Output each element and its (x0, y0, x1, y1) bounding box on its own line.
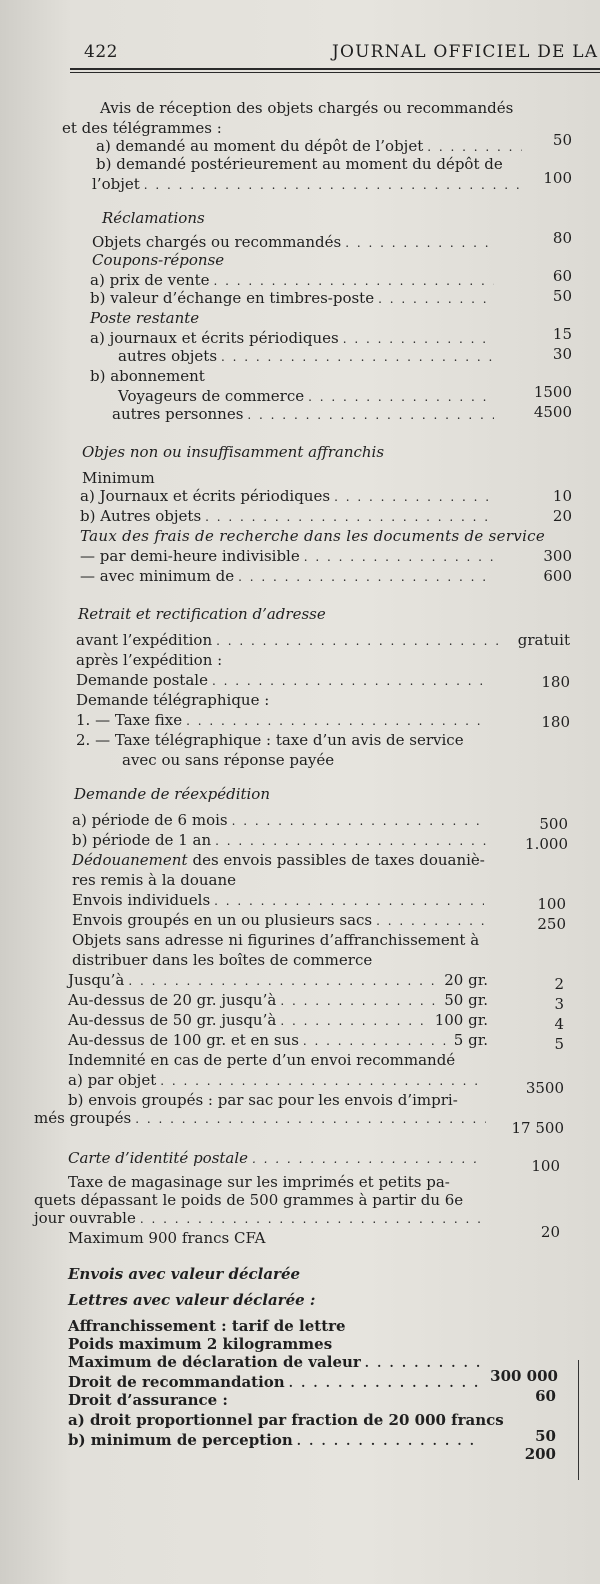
text-line: distribuer dans les boîtes de commerce (72, 951, 373, 969)
tariff-value: 50 (552, 131, 572, 149)
tariff-line: a) Journaux et écrits périodiques . . . (80, 488, 498, 506)
tariff-line: a) prix de vente . . . (90, 272, 498, 290)
tariff-value: 200 (524, 1445, 556, 1463)
tariff-value: gratuit (517, 631, 570, 649)
tariff-value: 100 (531, 1157, 560, 1175)
tariff-value: 2 (554, 975, 564, 993)
tariff-value: 500 (539, 815, 568, 833)
tariff-value: 5 (554, 1035, 564, 1053)
tariff-value: 300 (543, 547, 572, 565)
tariff-value: 50 (552, 287, 572, 305)
tariff-line: b) Autres objets . . . (80, 508, 498, 526)
header-rule (70, 72, 600, 73)
tariff-line: Au-dessus de 20 gr. jusqu’à . . . 50 gr. (68, 992, 488, 1010)
tariff-value: 20 (552, 507, 572, 525)
tariff-line: Carte d’identité postale . . . (68, 1150, 488, 1168)
tariff-line: a) par objet . . . (68, 1072, 486, 1090)
tariff-value: 4 (554, 1015, 564, 1033)
text-line: Dédouanement des envois passibles de taxes douaniè- (72, 851, 485, 869)
text-line: quets dépassant le poids de 500 grammes à partir du 6e (34, 1191, 464, 1209)
subsection-heading: Taux des frais de recherche dans les documents de service (80, 527, 546, 545)
section-heading: Envois avec valeur déclarée (68, 1265, 301, 1283)
text-line: Droit d’assurance : (68, 1391, 228, 1409)
tariff-line: l’objet . . . (92, 176, 526, 194)
tariff-line: b) valeur d’échange en timbres-poste . . . (90, 290, 498, 308)
tariff-line: jour ouvrable . . . (34, 1210, 488, 1228)
tariff-value: 10 (552, 487, 572, 505)
tariff-line: més groupés . . . (34, 1110, 490, 1128)
tariff-line: — par demi-heure indivisible . . . (80, 548, 498, 566)
tariff-line: Au-dessus de 100 gr. et en sus . . . 5 gr. (68, 1032, 488, 1050)
text-line: 2. — Taxe télégraphique : taxe d’un avis de service (76, 731, 464, 749)
text-line: Minimum (82, 469, 155, 487)
tariff-value: 4500 (533, 403, 572, 421)
text-line: Demande télégraphique : (76, 691, 270, 709)
tariff-line: autres personnes . . . (112, 406, 498, 424)
text-line: avec ou sans réponse payée (122, 751, 335, 769)
tariff-value: 3500 (525, 1079, 564, 1097)
tariff-line: b) minimum de perception . . . (68, 1432, 480, 1450)
text-line: b) envois groupés : par sac pour les envois d’impri- (68, 1091, 458, 1109)
tariff-line: — avec minimum de . . . (80, 568, 498, 586)
section-heading: Demande de réexpédition (74, 785, 271, 803)
tariff-value: 60 (535, 1387, 556, 1405)
tariff-value: 1.000 (525, 835, 568, 853)
text-line: b) abonnement (90, 367, 205, 385)
tariff-value: 1500 (533, 383, 572, 401)
tariff-line: Maximum de déclaration de valeur . . . (68, 1354, 488, 1372)
text-line: res remis à la douane (72, 871, 237, 889)
tariff-line: Jusqu’à . . . 20 gr. (68, 972, 488, 990)
text-line: Indemnité en cas de perte d’un envoi recommandé (68, 1051, 456, 1069)
tariff-line: a) période de 6 mois . . . (72, 812, 490, 830)
text-line: Affranchissement : tarif de lettre (68, 1317, 346, 1335)
tariff-line: a) demandé au moment du dépôt de l’objet . . . (96, 138, 526, 156)
tariff-line: Droit de recommandation . . . (68, 1374, 482, 1392)
tariff-value: 100 (543, 169, 572, 187)
tariff-value: 180 (541, 673, 570, 691)
tariff-value: 20 (540, 1223, 560, 1241)
tariff-value: 100 (537, 895, 566, 913)
tariff-value: 300 000 (490, 1367, 558, 1385)
tariff-line: a) journaux et écrits périodiques . . . (90, 330, 498, 348)
text-line: a) droit proportionnel par fraction de 20 000 francs (68, 1411, 504, 1429)
tariff-line: avant l’expédition . . . (76, 632, 504, 650)
tariff-line: Envois individuels . . . (72, 892, 488, 910)
text-line: Objets sans adresse ni figurines d’affranchissement à (72, 931, 480, 949)
tariff-line: Objets chargés ou recommandés . . . (92, 234, 498, 252)
section-heading: Retrait et rectification d’adresse (78, 605, 326, 623)
text-line: après l’expédition : (76, 651, 223, 669)
text-line: Maximum 900 francs CFA (68, 1229, 266, 1247)
section-heading: Réclamations (102, 209, 205, 227)
tariff-value: 600 (543, 567, 572, 585)
tariff-line: Demande postale . . . (76, 672, 490, 690)
tariff-value: 17 500 (511, 1119, 564, 1137)
tariff-value: 15 (552, 325, 572, 343)
tariff-value: 3 (554, 995, 564, 1013)
tariff-line: Au-dessus de 50 gr. jusqu’à . . . 100 gr. (68, 1012, 488, 1030)
tariff-value: 80 (552, 229, 572, 247)
section-heading: Objes non ou insuffisamment affranchis (82, 443, 385, 461)
tariff-value: 180 (541, 713, 570, 731)
text-line: Poids maximum 2 kilogrammes (68, 1335, 333, 1353)
tariff-line: b) période de 1 an . . . (72, 832, 490, 850)
tariff-value: 250 (537, 915, 566, 933)
subsection-heading: Coupons-réponse (92, 251, 225, 269)
tariff-line: autres objets . . . (118, 348, 498, 366)
tariff-line: Envois groupés en un ou plusieurs sacs . . . (72, 912, 488, 930)
tariff-value: 30 (552, 345, 572, 363)
tariff-value: 60 (552, 267, 572, 285)
journal-title: JOURNAL OFFICIEL DE LA (332, 42, 599, 62)
subsection-heading: Poste restante (90, 309, 200, 327)
text-line: Avis de réception des objets chargés ou recommandés (100, 99, 514, 117)
tariff-line: 1. — Taxe fixe . . . (76, 712, 490, 730)
tariff-value: 50 (535, 1427, 556, 1445)
header-rule (70, 68, 600, 70)
page-number: 422 (84, 42, 118, 62)
subsection-heading: Lettres avec valeur déclarée : (68, 1291, 316, 1309)
tariff-line: Voyageurs de commerce . . . (118, 388, 498, 406)
text-line: et des télégrammes : (62, 119, 222, 137)
text-line: b) demandé postérieurement au moment du dépôt de (96, 155, 503, 173)
column-rule (578, 1360, 579, 1480)
text-line: Taxe de magasinage sur les imprimés et petits pa- (68, 1173, 450, 1191)
